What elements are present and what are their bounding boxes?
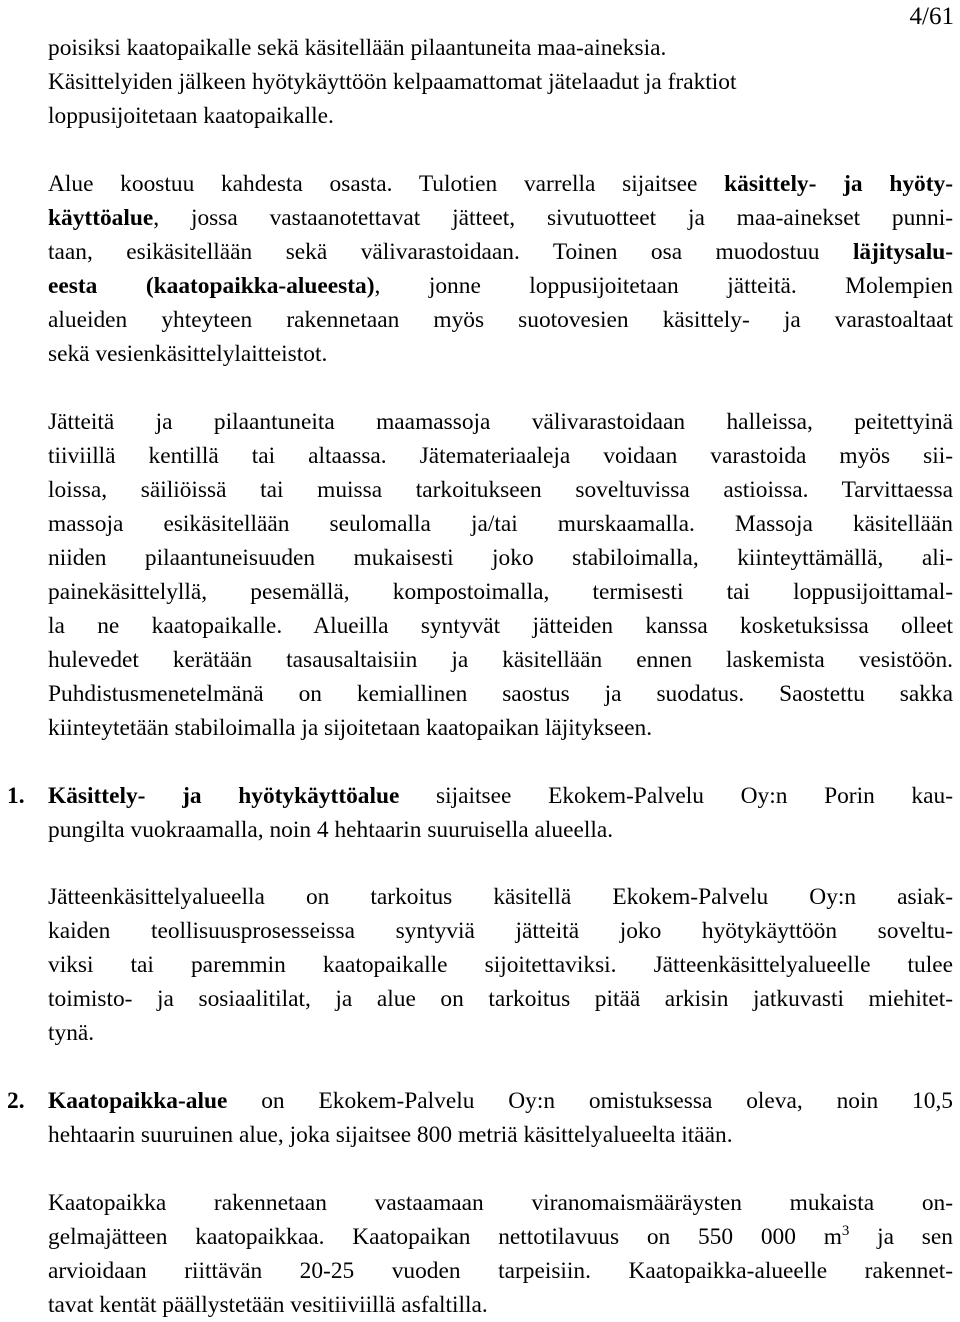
paragraph-storage xyxy=(48,405,953,745)
text-line: tavat kentät päällystetään vesitiiviillä asfaltilla. xyxy=(48,1292,488,1318)
text-line: Kaatopaikka rakennetaan vastaamaan viranomaismääräysten mukaista on- xyxy=(48,1190,953,1216)
text-line: viksi tai paremmin kaatopaikalle sijoitettaviksi. Jätteenkäsittelyalueelle tulee xyxy=(48,952,953,978)
bold-term: Kaatopaikka-alue xyxy=(48,1088,228,1114)
text-line: loissa, säiliöissä tai muissa tarkoitukseen soveltuvissa astioissa. Tarvittaessa xyxy=(48,477,953,503)
bold-term: läjitysalu- xyxy=(852,239,953,265)
text-line: alueiden yhteyteen rakennetaan myös suotovesien käsittely- ja varastoaltaat xyxy=(48,307,953,333)
text-line: tiiviillä kentillä tai altaassa. Jätemateriaaleja voidaan varastoida myös sii- xyxy=(48,443,953,469)
text-line: Jätteenkäsittelyalueella on tarkoitus käsitellä Ekokem-Palvelu Oy:n asiak- xyxy=(48,884,953,910)
text-line: hehtaarin suuruinen alue, joka sijaitsee 800 metriä käsittelyalueelta itään. xyxy=(48,1122,733,1148)
text-line: gelmajätteen kaatopaikkaa. Kaatopaikan nettotilavuus on 550 000 $m^3$ ja sen xyxy=(48,1223,953,1250)
paragraph-processing-area xyxy=(48,880,953,1050)
text-line: Puhdistusmenetelmänä on kemiallinen saostus ja suodatus. Saostettu sakka xyxy=(48,681,953,707)
list-item-2 xyxy=(48,1084,953,1152)
list-number: 2. xyxy=(7,1088,25,1114)
text-line: massoja esikäsitellään seulomalla ja/tai murskaamalla. Massoja käsitellään xyxy=(48,511,953,537)
superscript: 3 xyxy=(841,1223,850,1239)
text-line: eesta (kaatopaikka-alueesta), jonne loppusijoitetaan jätteitä. Molempien xyxy=(48,273,953,299)
text-line: kaiden teollisuusprosesseissa syntyviä jätteitä joko hyötykäyttöön soveltu- xyxy=(48,918,953,944)
list-number: 1. xyxy=(7,783,25,809)
text-line: la ne kaatopaikalle. Alueilla syntyvät jätteiden kanssa kosketuksissa olleet xyxy=(48,613,953,639)
text-line: käyttöalue, jossa vastaanotettavat jätteet, sivutuotteet ja maa-ainekset punni- xyxy=(48,205,953,231)
text-line: Käsittelyiden jälkeen hyötykäyttöön kelpaamattomat jätelaadut ja fraktiot xyxy=(48,69,737,95)
bold-term: käyttöalue xyxy=(48,205,154,231)
list-item-1 xyxy=(48,779,953,847)
text-line: toimisto- ja sosiaalitilat, ja alue on tarkoitus pitää arkisin jatkuvasti miehitet- xyxy=(48,986,953,1012)
text-line: Jätteitä ja pilaantuneita maamassoja välivarastoidaan halleissa, peitettyinä xyxy=(48,409,953,435)
text-line: poisiksi kaatopaikalle sekä käsitellään pilaantuneita maa-aineksia. xyxy=(48,35,667,61)
text-line: pungilta vuokraamalla, noin 4 hehtaarin suuruisella alueella. xyxy=(48,817,614,843)
paragraph-landfill xyxy=(48,1186,953,1322)
text-line: Käsittely- ja hyötykäyttöalue sijaitsee Ekokem-Palvelu Oy:n Porin kau- xyxy=(48,783,953,809)
bold-term: käsittely- ja hyöty- xyxy=(724,171,954,197)
text-line: arvioidaan riittävän 20-25 vuoden tarpeisiin. Kaatopaikka-alueelle rakennet- xyxy=(48,1258,953,1284)
paragraph-continuation xyxy=(48,31,953,133)
text-line: Alue koostuu kahdesta osasta. Tulotien varrella sijaitsee käsittely- ja hyöty- xyxy=(48,171,954,197)
text-line: kiinteytetään stabiloimalla ja sijoitetaan kaatopaikan läjitykseen. xyxy=(48,715,653,741)
bold-term: Käsittely- ja hyötykäyttöalue xyxy=(48,783,400,809)
text-line: taan, esikäsitellään sekä välivarastoidaan. Toinen osa muodostuu läjitysalu- xyxy=(48,239,953,265)
text-line: niiden pilaantuneisuuden mukaisesti joko stabiloimalla, kiinteyttämällä, ali- xyxy=(48,545,953,571)
paragraph-area-description xyxy=(48,167,953,371)
bold-term: eesta (kaatopaikka-alueesta) xyxy=(48,273,375,299)
text-line: sekä vesienkäsittelylaitteistot. xyxy=(48,341,328,367)
text-line: painekäsittelyllä, pesemällä, kompostoimalla, termisesti tai loppusijoittamal- xyxy=(48,579,953,605)
page-number: 4/61 xyxy=(909,3,954,30)
text-line: tynä. xyxy=(48,1020,95,1046)
text-line: hulevedet kerätään tasausaltaisiin ja käsitellään ennen laskemista vesistöön. xyxy=(48,647,953,673)
text-line: loppusijoitetaan kaatopaikalle. xyxy=(48,103,334,129)
text-line: Kaatopaikka-alue on Ekokem-Palvelu Oy:n omistuksessa oleva, noin 10,5 xyxy=(48,1088,953,1114)
